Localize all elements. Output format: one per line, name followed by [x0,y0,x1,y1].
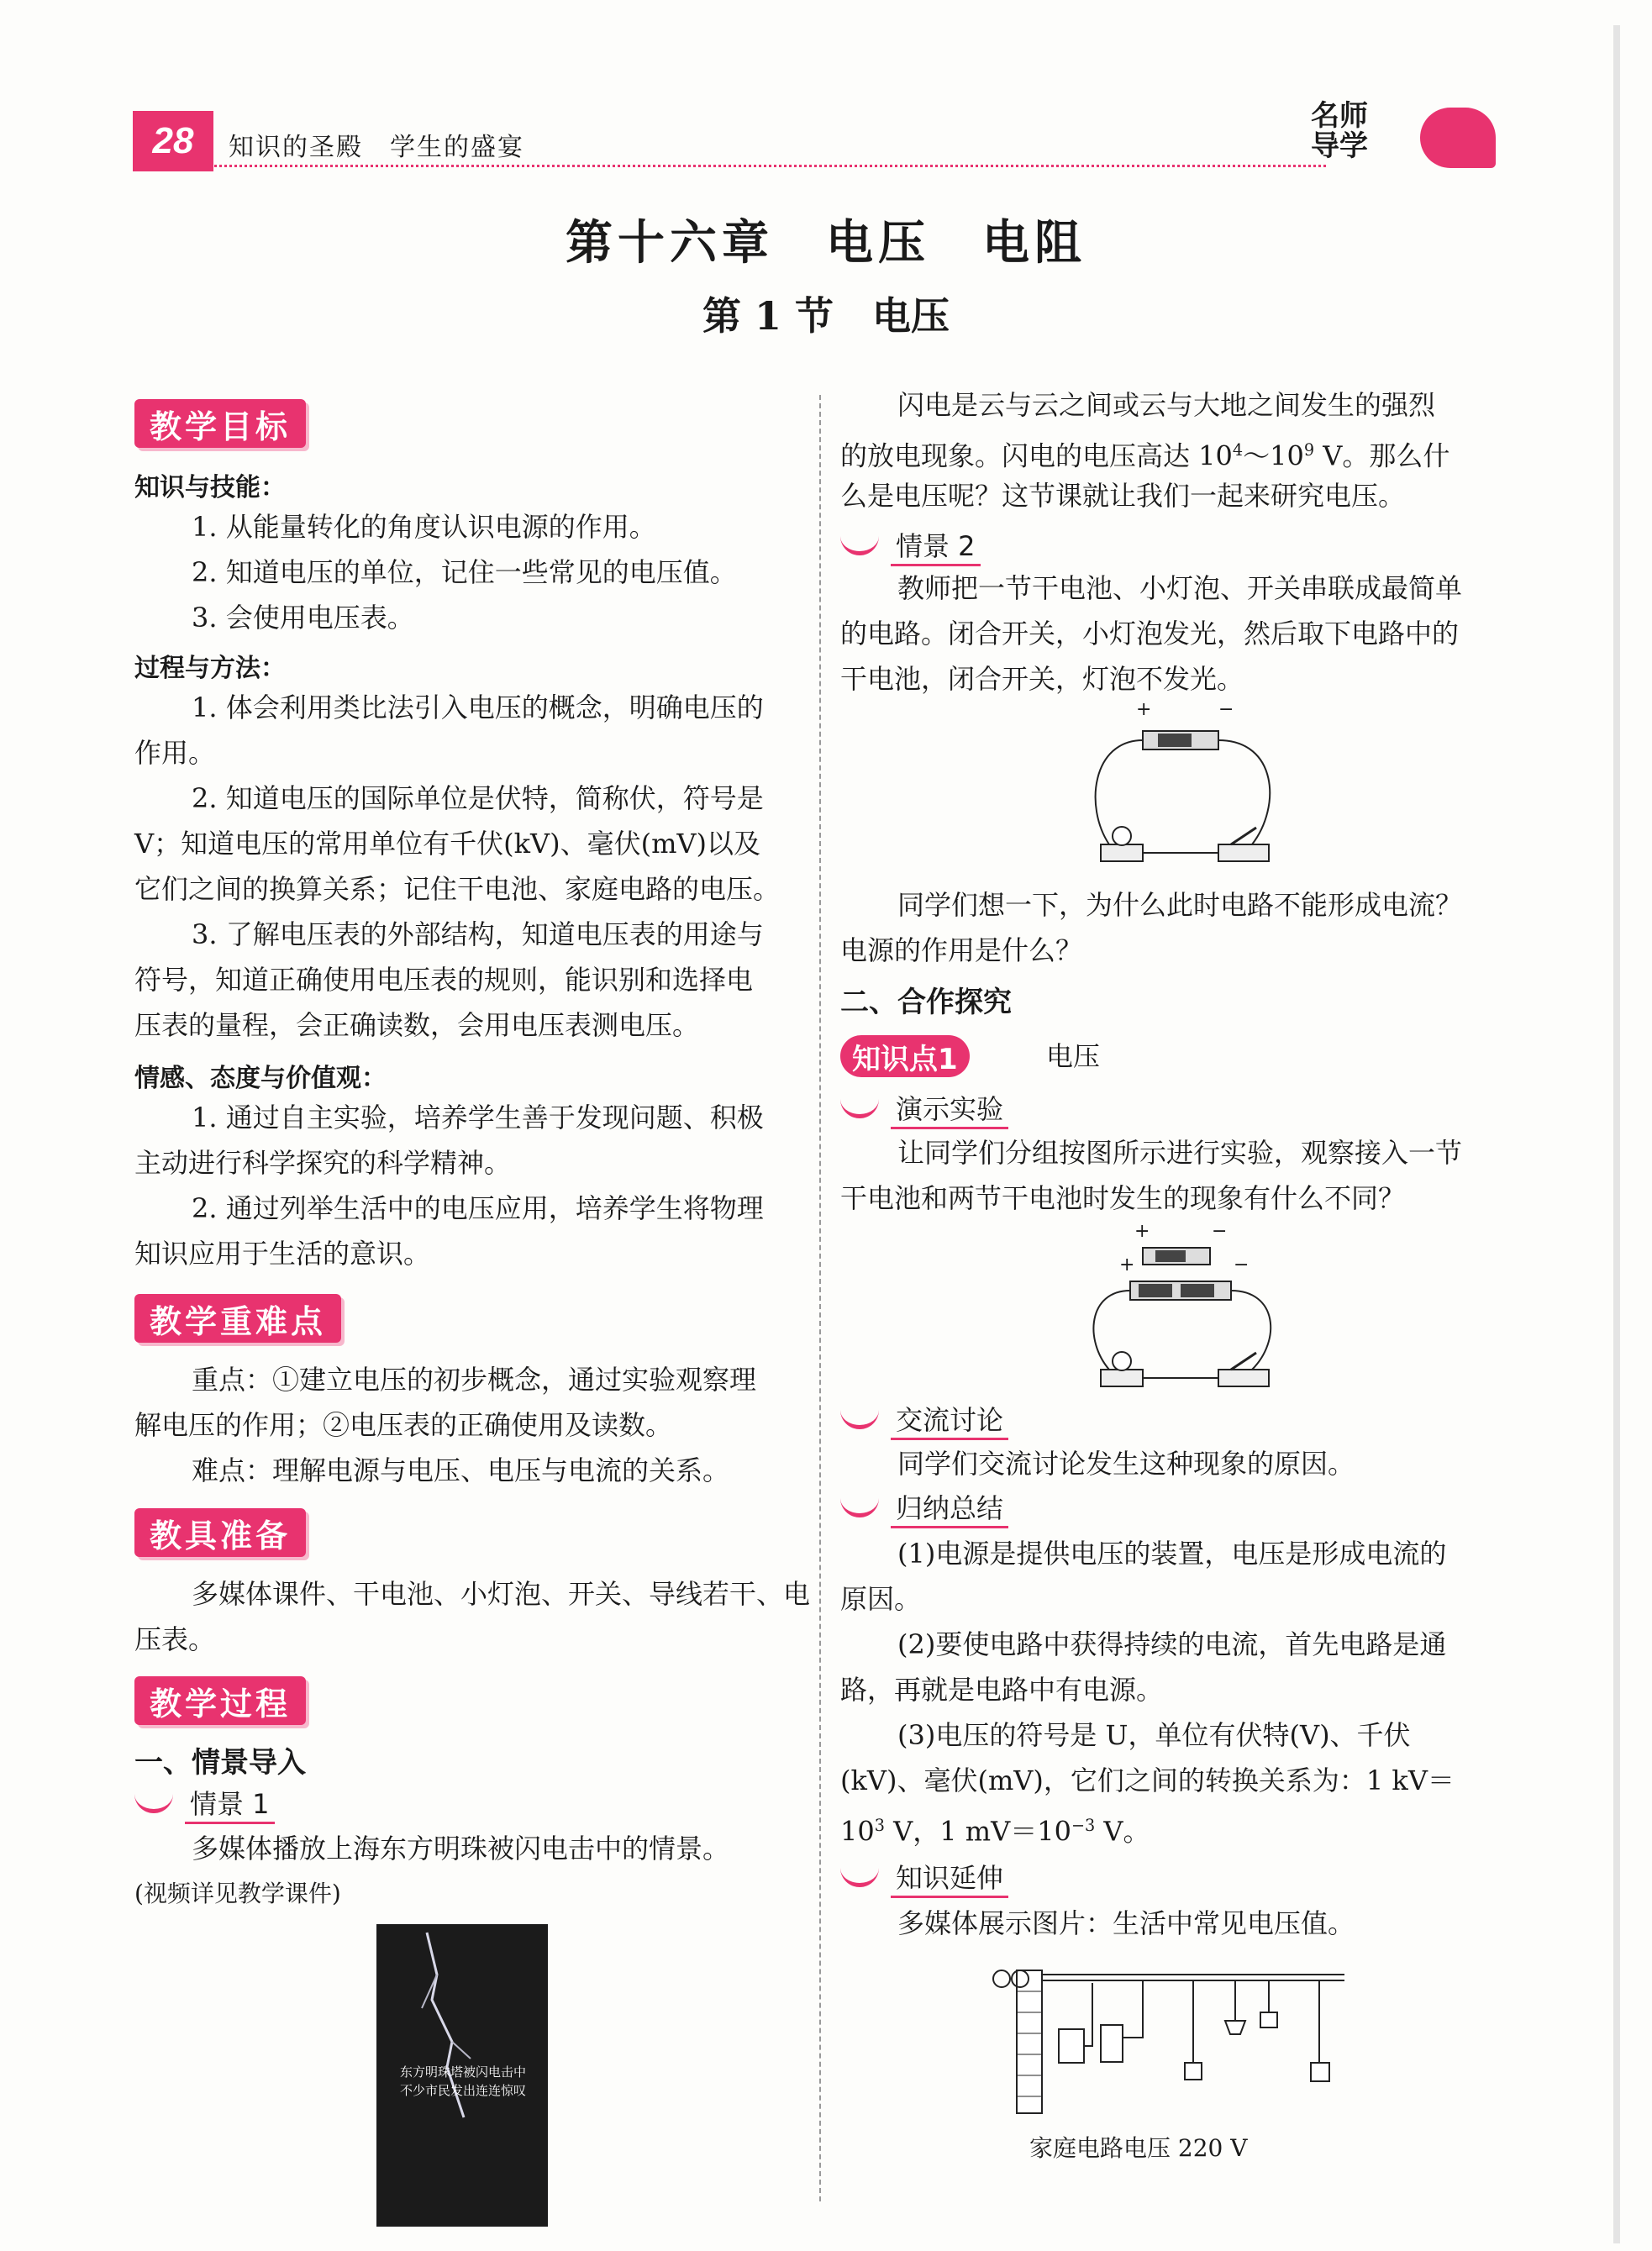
pm-text: V；知道电压的常用单位有千伏(kV)、毫伏(mV)以及 [134,828,761,860]
pm-text: 作用。 [134,737,216,769]
header-slogan: 知识的圣殿 学生的盛宴 [229,133,524,162]
chapter-title: 第十六章 电压 电阻 [566,215,1086,271]
text-part: V，1 mV＝10 [884,1815,1071,1848]
scene1-label: 情景 1 [185,1783,275,1824]
demo-text: 让同学们分组按图所示进行实验，观察接入一节 [897,1137,1463,1169]
scene2-text: 干电池，闭合开关，灯泡不发光。 [840,663,1244,695]
swoosh-icon [134,1787,173,1813]
extend-label: 知识延伸 [891,1857,1008,1898]
exponent: −3 [1071,1816,1096,1835]
summary-text: (kV)、毫伏(mV)，它们之间的转换关系为：1 kV＝ [840,1765,1455,1796]
lightning-text: 么是电压呢？这节课就让我们一起来研究电压。 [840,480,1406,512]
ks-item: 2. 知道电压的单位，记住一些常见的电压值。 [192,556,737,588]
summary-text: 路，再就是电路中有电源。 [840,1674,1164,1706]
demo-text: 干电池和两节干电池时发生的现象有什么不同？ [840,1182,1406,1214]
discuss-text: 同学们交流讨论发生这种现象的原因。 [897,1448,1355,1480]
scene2-text: 的电路。闭合开关，小灯泡发光，然后取下电路中的 [840,618,1460,650]
minus-sign: − [1218,699,1234,720]
part-heading: 一、情景导入 [134,1746,306,1780]
text-part: 的放电现象。闪电的电压高达 10 [840,439,1233,472]
extend-heading [840,1857,1008,1898]
knowledge-point-badge: 知识点1 [840,1035,970,1077]
knowledge-point-title: 电压 [1046,1040,1101,1072]
photo-caption-line: 东方明珠塔被闪电击中 [399,2064,526,2080]
household-circuit-illustration [983,1954,1353,2122]
header-divider [133,165,1326,167]
circuit-diagram-1 [1084,699,1277,874]
scene1-heading [134,1783,275,1824]
circuit-icon [1084,706,1277,874]
page-edge [1613,25,1620,2243]
lightning-text [840,428,1449,479]
ea-text: 2. 通过列举生活中的电压应用，培养学生将物理 [192,1192,764,1224]
exponent: 3 [874,1816,885,1835]
pm-text: 1. 体会利用类比法引入电压的概念，明确电压的 [192,692,764,723]
key-text: 难点：理解电源与电压、电压与电流的关系。 [192,1454,730,1486]
column-divider [819,395,821,2201]
pm-text: 2. 知道电压的国际单位是伏特，简称伏，符号是 [192,782,764,814]
ea-text: 知识应用于生活的意识。 [134,1238,431,1270]
text-part: V。那么什 [1314,439,1450,472]
pm-text: 符号，知道正确使用电压表的规则，能识别和选择电 [134,964,754,996]
key-text: 重点：①建立电压的初步概念，通过实验观察理 [192,1364,757,1396]
circuit-diagram-2 [1084,1221,1277,1399]
key-text: 解电压的作用；②电压表的正确使用及读数。 [134,1409,673,1441]
section-title: 第 1 节 电压 [702,293,950,339]
ea-text: 主动进行科学探究的科学精神。 [134,1147,512,1179]
pm-text: 3. 了解电压表的外部结构，知道电压表的用途与 [192,918,764,950]
ea-text: 1. 通过自主实验，培养学生善于发现问题、积极 [192,1102,764,1133]
scene1-note: (视频详见教学课件) [134,1880,341,1907]
swoosh-icon [840,1491,879,1517]
ks-item: 3. 会使用电压表。 [192,602,414,634]
goals-badge: 教学目标 [134,399,306,448]
question-text: 同学们想一下，为什么此时电路不能形成电流？ [897,889,1463,921]
tools-badge: 教具准备 [134,1508,306,1557]
scene2-text: 教师把一节干电池、小灯泡、开关串联成最简单 [897,572,1463,604]
process-badge: 教学过程 [134,1676,306,1725]
exponent: 4 [1232,440,1244,460]
brand-logo-icon [1420,108,1496,168]
exponent: 9 [1303,440,1315,460]
discuss-heading [840,1399,1008,1440]
page-number: 28 [133,111,213,171]
summary-label: 归纳总结 [891,1487,1008,1528]
scene2-heading [840,525,981,566]
demo-heading [840,1088,1008,1129]
swoosh-icon [840,1861,879,1887]
discuss-label: 交流讨论 [891,1399,1008,1440]
summary-text [840,1803,1150,1854]
extend-text: 多媒体展示图片：生活中常见电压值。 [897,1907,1355,1939]
minus-sign: − [1234,1254,1250,1275]
swoosh-icon [840,1092,879,1118]
swoosh-icon [840,1403,879,1429]
tools-text: 压表。 [134,1623,216,1655]
brand-line-2: 导学 [1311,129,1368,163]
plus-sign: + [1134,1221,1150,1242]
pm-label: 过程与方法： [134,654,286,683]
text-part: ～10 [1243,439,1304,472]
scene2-label: 情景 2 [891,525,981,566]
plus-sign: + [1119,1254,1135,1275]
lightning-text: 闪电是云与云之间或云与大地之间发生的强烈 [897,389,1436,421]
summary-heading [840,1487,1008,1528]
tools-text: 多媒体课件、干电池、小灯泡、开关、导线若干、电 [192,1578,811,1610]
question-text: 电源的作用是什么？ [840,934,1083,966]
house-caption: 家庭电路电压 220 V [1029,2134,1248,2162]
summary-text: 原因。 [840,1583,922,1615]
demo-label: 演示实验 [891,1088,1008,1129]
part-heading: 二、合作探究 [840,986,1012,1019]
text-part: 10 [840,1815,875,1848]
ea-label: 情感、态度与价值观： [134,1064,387,1093]
key-badge: 教学重难点 [134,1294,341,1343]
photo-caption-line: 不少市民发出连连惊叹 [399,2083,526,2098]
ks-item: 1. 从能量转化的角度认识电源的作用。 [192,511,656,543]
text-part: V。 [1095,1815,1150,1848]
summary-text: (3)电压的符号是 U，单位有伏特(V)、千伏 [897,1719,1411,1751]
house-wiring-icon [983,1954,1353,2122]
summary-text: (2)要使电路中获得持续的电流，首先电路是通 [897,1628,1447,1660]
ks-label: 知识与技能： [134,473,286,502]
summary-text: (1)电源是提供电压的装置，电压是形成电流的 [897,1538,1447,1570]
pm-text: 压表的量程，会正确读数，会用电压表测电压。 [134,1009,700,1041]
brand-line-1: 名师 [1311,99,1368,133]
plus-sign: + [1136,699,1152,720]
photo-caption [385,2063,541,2100]
swoosh-icon [840,529,879,555]
minus-sign: − [1212,1221,1228,1242]
scene1-text: 多媒体播放上海东方明珠被闪电击中的情景。 [192,1833,730,1864]
pm-text: 它们之间的换算关系；记住干电池、家庭电路的电压。 [134,873,781,905]
